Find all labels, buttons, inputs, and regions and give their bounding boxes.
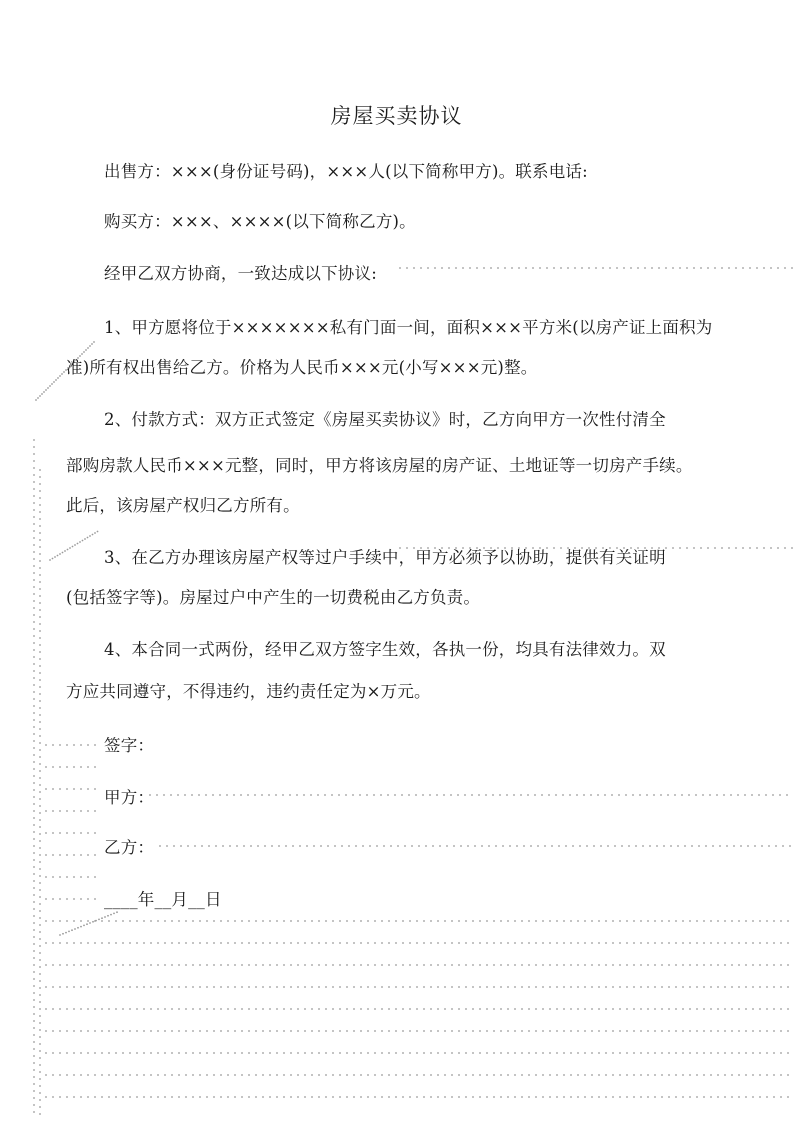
- clause-2-line-1: 2、付款方式：双方正式签定《房屋买卖协议》时，乙方向甲方一次性付清全: [104, 410, 666, 429]
- clause-3-line-2: (包括签字等)。房屋过户中产生的一切费税由乙方负责。: [66, 588, 481, 607]
- clause-4-line-2: 方应共同遵守，不得违约，违约责任定为×万元。: [66, 682, 431, 701]
- intro-line: 经甲乙双方协商，一致达成以下协议:: [104, 264, 377, 283]
- date-line: ____年__月__日: [104, 890, 222, 909]
- party-b-label: 乙方：: [104, 838, 155, 857]
- clause-1-line-2: 准)所有权出售给乙方。价格为人民币×××元(小写×××元)整。: [66, 358, 538, 377]
- clause-4-line-1: 4、本合同一式两份，经甲乙双方签字生效，各执一份，均具有法律效力。双: [104, 640, 666, 659]
- party-a-label: 甲方：: [104, 788, 155, 807]
- buyer-line: 购买方：×××、××××(以下简称乙方)。: [104, 212, 416, 231]
- clause-2-line-3: 此后，该房屋产权归乙方所有。: [66, 496, 300, 515]
- clause-3-line-1: 3、在乙方办理该房屋产权等过户手续中，甲方必须予以协助，提供有关证明: [104, 548, 666, 567]
- sign-label: 签字：: [104, 736, 155, 755]
- clause-1-line-1: 1、甲方愿将位于×××××××私有门面一间，面积×××平方米(以房产证上面积为: [104, 318, 713, 337]
- clause-2-line-2: 部购房款人民币×××元整，同时，甲方将该房屋的房产证、土地证等一切房产手续。: [66, 456, 693, 475]
- document-title: 房屋买卖协议: [330, 104, 463, 128]
- seller-line: 出售方：×××(身份证号码)，×××人(以下简称甲方)。联系电话:: [104, 162, 588, 181]
